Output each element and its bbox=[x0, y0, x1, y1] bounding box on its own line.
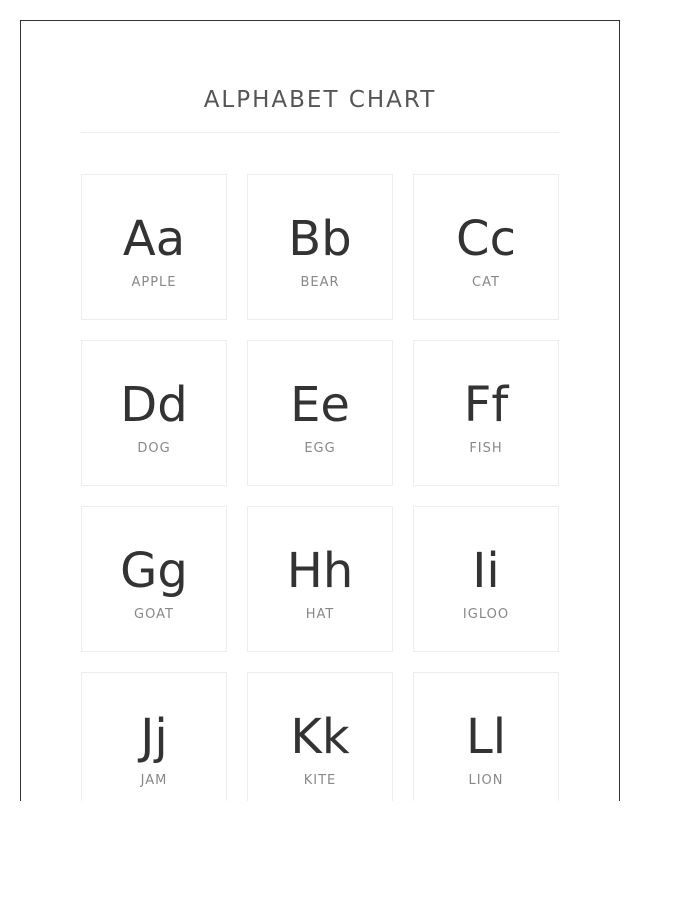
card-letter: Cc bbox=[456, 211, 516, 267]
card-word: LION bbox=[468, 773, 504, 788]
letter-card-b bbox=[247, 174, 393, 320]
letter-grid bbox=[81, 174, 559, 801]
card-letter: Kk bbox=[290, 709, 350, 765]
letter-card-i bbox=[413, 506, 559, 652]
title-divider bbox=[81, 132, 559, 133]
letter-card-a bbox=[81, 174, 227, 320]
letter-card-e bbox=[247, 340, 393, 486]
chart-page bbox=[20, 20, 620, 801]
card-word: HAT bbox=[305, 607, 335, 622]
card-word: KITE bbox=[303, 773, 337, 788]
letter-card-l bbox=[413, 672, 559, 801]
letter-card-k bbox=[247, 672, 393, 801]
card-word: GOAT bbox=[134, 607, 174, 622]
letter-card-c bbox=[413, 174, 559, 320]
card-word: BEAR bbox=[300, 275, 340, 290]
page-title: ALPHABET CHART bbox=[203, 87, 437, 113]
card-letter: Bb bbox=[288, 211, 352, 267]
card-word: EGG bbox=[304, 441, 336, 456]
card-word: IGLOO bbox=[462, 607, 510, 622]
card-letter: Hh bbox=[286, 543, 354, 599]
card-letter: Ee bbox=[290, 377, 350, 433]
letter-card-h bbox=[247, 506, 393, 652]
card-word: JAM bbox=[140, 773, 168, 788]
card-word: FISH bbox=[469, 441, 503, 456]
card-word: APPLE bbox=[131, 275, 177, 290]
card-word: CAT bbox=[472, 275, 500, 290]
card-letter: Dd bbox=[120, 377, 188, 433]
letter-card-d bbox=[81, 340, 227, 486]
card-letter: Ll bbox=[465, 709, 507, 765]
letter-card-f bbox=[413, 340, 559, 486]
card-letter: Jj bbox=[140, 709, 168, 765]
card-letter: Gg bbox=[120, 543, 188, 599]
letter-card-j bbox=[81, 672, 227, 801]
card-letter: Ff bbox=[463, 377, 509, 433]
card-word: DOG bbox=[137, 441, 171, 456]
card-letter: Aa bbox=[122, 211, 186, 267]
card-letter: Ii bbox=[472, 543, 500, 599]
letter-card-g bbox=[81, 506, 227, 652]
